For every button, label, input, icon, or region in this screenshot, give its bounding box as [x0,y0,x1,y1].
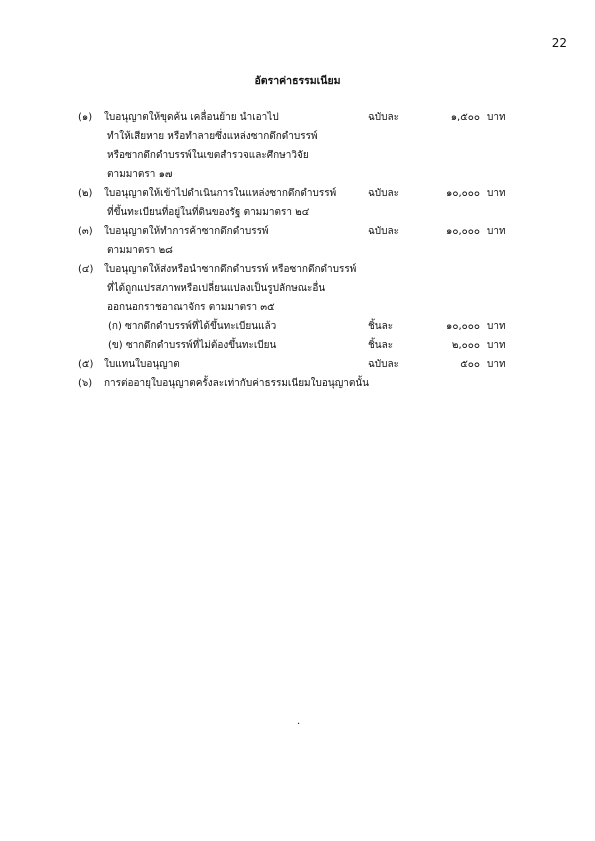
item-text: ที่ขึ้นทะเบียนที่อยู่ในที่ดินของรัฐ ตามมาตรา ๒๔ [107,207,310,218]
item-text: ใบอนุญาตให้เข้าไปดำเนินการในแหล่งซากดึกดำบรรพ์ [104,188,337,199]
item-currency: บาท [487,226,506,237]
item-text: ตามมาตรา ๑๗ [107,169,173,180]
fee-item-5 [0,355,595,374]
sub-item-label: (ก) ซากดึกดำบรรพ์ที่ได้ขึ้นทะเบียนแล้ว [108,321,277,332]
item-unit: ฉบับละ [368,359,400,370]
item-amount: ๑๐,๐๐๐ [446,188,480,199]
fee-item-6 [0,374,595,393]
item-number: (๓) [78,226,93,237]
item-unit: ชิ้นละ [368,321,394,332]
item-number: (๕) [78,359,94,370]
item-number: (๑) [78,112,93,123]
fee-item-1-line-3 [0,146,595,165]
item-currency: บาท [487,112,506,123]
item-amount: ๑,๕๐๐ [450,112,480,123]
item-number: (๒) [78,188,93,199]
fee-item-1-line-4 [0,165,595,184]
item-currency: บาท [487,359,506,370]
fee-item-1 [0,108,595,127]
item-amount: ๑๐,๐๐๐ [446,321,480,332]
fee-item-3-line-2 [0,241,595,260]
item-unit: ชิ้นละ [368,340,394,351]
item-text: ทำให้เสียหาย หรือทำลายซึ่งแหล่งซากดึกดำบรรพ์ [107,131,318,142]
page-title: อัตราค่าธรรมเนียม [254,75,341,87]
page-number: 22 [551,36,567,50]
item-text: การต่ออายุใบอนุญาตครั้งละเท่ากับค่าธรรมเนียมใบอนุญาตนั้น [104,378,370,389]
fee-item-4 [0,260,595,279]
page-mark: . [297,716,301,727]
item-currency: บาท [487,340,506,351]
item-text: ออกนอกราชอาณาจักร ตามมาตรา ๓๕ [107,302,275,313]
item-currency: บาท [487,321,506,332]
item-unit: ฉบับละ [368,112,400,123]
sub-item-label: (ข) ซากดึกดำบรรพ์ที่ไม่ต้องขึ้นทะเบียน [108,340,277,351]
fee-schedule [0,108,595,393]
item-amount: ๑๐,๐๐๐ [446,226,480,237]
item-unit: ฉบับละ [368,188,400,199]
fee-item-2 [0,184,595,203]
item-text: ใบอนุญาตให้ทำการค้าซากดึกดำบรรพ์ [104,226,269,237]
item-number: (๔) [78,264,94,275]
fee-item-2-line-2 [0,203,595,222]
item-amount: ๕๐๐ [460,359,480,370]
item-unit: ฉบับละ [368,226,400,237]
item-number: (๖) [78,378,93,389]
item-text: หรือซากดึกดำบรรพ์ในเขตสำรวจและศึกษาวิจัย [107,150,309,161]
fee-item-4-line-3 [0,298,595,317]
item-text: ตามมาตรา ๒๘ [107,245,173,256]
item-amount: ๒,๐๐๐ [451,340,480,351]
fee-sub-item-a [0,317,595,336]
item-text: ใบอนุญาตให้ส่งหรือนำซากดึกดำบรรพ์ หรือซากดึกดำบรรพ์ [104,264,357,275]
item-text: ใบแทนใบอนุญาต [104,359,180,370]
fee-sub-item-b [0,336,595,355]
fee-item-1-line-2 [0,127,595,146]
fee-item-4-line-2 [0,279,595,298]
fee-item-3 [0,222,595,241]
item-text: ใบอนุญาตให้ขุดค้น เคลื่อนย้าย นำเอาไป [104,112,279,123]
item-currency: บาท [487,188,506,199]
item-text: ที่ได้ถูกแปรสภาพหรือเปลี่ยนแปลงเป็นรูปลักษณะอื่น [107,283,326,294]
